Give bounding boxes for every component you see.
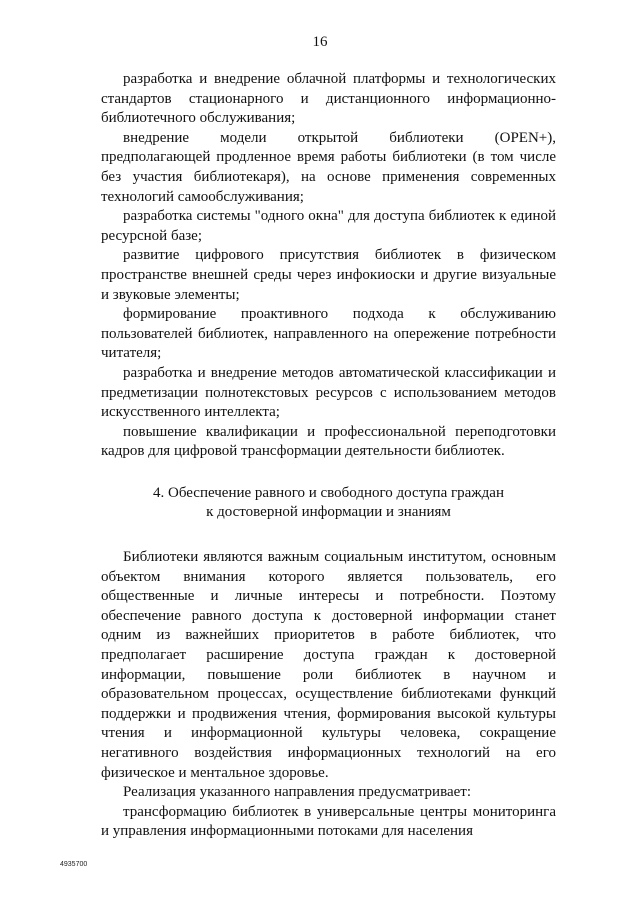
body-paragraph: Реализация указанного направления предусматривает:	[123, 784, 471, 801]
list-item: разработка и внедрение методов автоматической классификации и предметизации полнотекстовых ресурсов с использованием методов искусственного интеллекта;	[101, 364, 556, 421]
list-item: формирование проактивного подхода к обслуживанию пользователей библиотек, направленного на опережение потребности читателя;	[101, 306, 556, 362]
list-item: развитие цифрового присутствия библиотек в физическом пространстве внешней среды через инфокиоски и другие визуальные и звуковые элементы;	[101, 247, 556, 303]
section-heading-line: 4. Обеспечение равного и свободного доступа граждан	[153, 484, 504, 501]
section-heading-line: к достоверной информации и знаниям	[206, 504, 451, 521]
section-heading	[101, 484, 556, 523]
body-paragraph: Библиотеки являются важным социальным институтом, основным объектом внимания которого является пользователь, его общественные и личные интересы и потребности. Поэтому обеспечение равного доступа к достоверной информации станет одним из важнейших приоритетов в работе библиотек, что предполагает расширение доступа граждан к достоверной информации, повышение роли библиотек в научном и образовательном процессах, осуществление библиотеками функций поддержки и продвижения чтения, формирования высокой культуры чтения и информационной культуры человека, сокращение негативного воздействия информационных технологий на его физическое и ментальное здоровье.	[101, 549, 556, 781]
document-body	[101, 70, 556, 842]
page-number: 16	[312, 34, 328, 50]
document-id: 4935700	[60, 861, 88, 868]
list-item: повышение квалификации и профессиональной переподготовки кадров для цифровой трансформации деятельности библиотек.	[101, 423, 556, 460]
list-item: разработка и внедрение облачной платформы и технологических стандартов стационарного и дистанционного информационно-библиотечного обслуживания;	[101, 71, 556, 127]
list-item: разработка системы "одного окна" для доступа библиотек к единой ресурсной базе;	[101, 208, 556, 244]
list-item: внедрение модели открытой библиотеки (OPEN+), предполагающей продленное время работы библиотеки (в том числе без участия библиотекаря), на основе применения современных технологий самообслуживания;	[101, 129, 556, 205]
body-paragraph: трансформацию библиотек в универсальные центры мониторинга и управления информационными потоками для населения	[101, 803, 556, 840]
